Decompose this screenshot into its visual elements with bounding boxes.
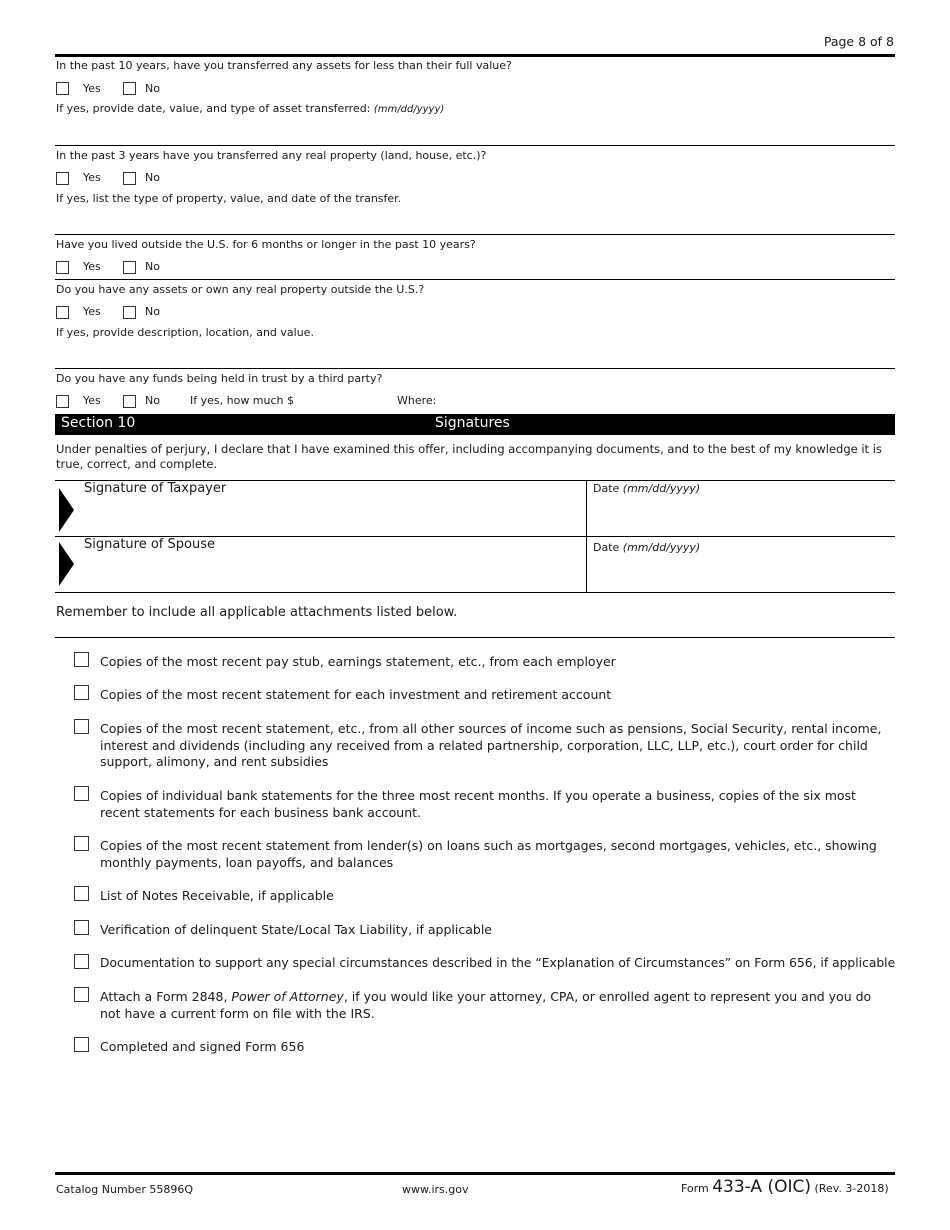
q4-answer-line[interactable] <box>55 368 895 369</box>
section-title: Signatures <box>435 415 510 431</box>
footer-rule <box>55 1172 895 1175</box>
attachment-item-loans: Copies of the most recent statement from lender(s) on loans such as mortgages, second mortgages, vehicles, etc., showing monthly payments, loan payoffs, and balances <box>100 838 877 870</box>
attachment-item-notes-receivable: List of Notes Receivable, if applicable <box>100 888 334 903</box>
q5-yes-label: Yes <box>83 394 101 407</box>
form-revision: (Rev. 3-2018) <box>814 1182 889 1195</box>
q1-yes-checkbox[interactable] <box>56 82 69 95</box>
question-real-property-transferred: In the past 3 years have you transferred any real property (land, house, etc.)? <box>56 149 487 162</box>
q1-followup <box>56 102 444 115</box>
attachment-item-other-income: Copies of the most recent statement, etc., from all other sources of income such as pensions, Social Security, rental income, interest and dividends (including any received from a related partnership, corporation, LLC, LLP, etc.), court order for child support, alimony, and rent subsidies <box>100 721 882 769</box>
q5-no-checkbox[interactable] <box>123 395 136 408</box>
perjury-declaration: Under penalties of perjury, I declare that I have examined this offer, including accompanying documents, and to the best of my knowledge it is true, correct, and complete. <box>56 442 882 471</box>
attachments-divider <box>55 637 895 638</box>
form-2848-text-after: , if you would like your attorney, CPA, or enrolled agent to represent you and you do not have a current form on file with the IRS. <box>100 989 872 1021</box>
attachment-item-bank-statements: Copies of individual bank statements for the three most recent months. If you operate a business, copies of the six most recent statements for each business bank account. <box>100 788 856 820</box>
spouse-date-format: (mm/dd/yyyy) <box>622 541 701 554</box>
q4-yes-checkbox[interactable] <box>56 306 69 319</box>
q3-divider <box>55 279 895 280</box>
q2-no-label: No <box>145 171 160 184</box>
attachment-item-pay-stub: Copies of the most recent pay stub, earnings statement, etc., from each employer <box>100 654 616 669</box>
q4-no-label: No <box>145 305 160 318</box>
spouse-date-field[interactable] <box>593 556 891 590</box>
page-number: Page 8 of 8 <box>823 34 894 49</box>
taxpayer-date-format: (mm/dd/yyyy) <box>622 482 701 495</box>
taxpayer-date-label <box>593 482 700 495</box>
spouse-date-text: Date <box>593 541 620 554</box>
q1-no-checkbox[interactable] <box>123 82 136 95</box>
attachment-checkbox-form-656[interactable] <box>74 1037 89 1052</box>
q5-where-field[interactable] <box>440 392 890 408</box>
attachment-checkbox-investment[interactable] <box>74 685 89 700</box>
form-2848-text-before: Attach a Form 2848, <box>100 989 232 1004</box>
q5-where-label: Where: <box>397 394 437 407</box>
attachment-checkbox-form-2848[interactable] <box>74 987 89 1002</box>
top-rule <box>55 54 895 57</box>
q5-yes-checkbox[interactable] <box>56 395 69 408</box>
spouse-signature-label: Signature of Spouse <box>84 537 215 552</box>
attachment-checkbox-special-circumstances[interactable] <box>74 954 89 969</box>
taxpayer-date-field[interactable] <box>593 500 891 534</box>
attachment-checkbox-loans[interactable] <box>74 836 89 851</box>
question-lived-outside-us: Have you lived outside the U.S. for 6 months or longer in the past 10 years? <box>56 238 476 251</box>
q3-yes-label: Yes <box>83 260 101 273</box>
section-number: Section 10 <box>61 415 136 431</box>
question-assets-transferred: In the past 10 years, have you transferred any assets for less than their full value? <box>56 59 512 72</box>
q1-answer-line[interactable] <box>55 145 895 146</box>
q1-followup-text: If yes, provide date, value, and type of asset transferred: <box>56 102 371 115</box>
q2-answer-line[interactable] <box>55 234 895 235</box>
attachment-item-investment: Copies of the most recent statement for each investment and retirement account <box>100 687 612 702</box>
form-identifier <box>681 1177 889 1197</box>
q1-no-label: No <box>145 82 160 95</box>
form-prefix: Form <box>681 1182 709 1195</box>
irs-website-link[interactable]: www.irs.gov <box>402 1183 469 1196</box>
sign-here-arrow-icon <box>59 488 74 532</box>
taxpayer-date-text: Date <box>593 482 620 495</box>
question-assets-outside-us: Do you have any assets or own any real property outside the U.S.? <box>56 283 425 296</box>
q4-yes-label: Yes <box>83 305 101 318</box>
q1-date-format-note: (mm/dd/yyyy) <box>373 104 445 115</box>
q2-no-checkbox[interactable] <box>123 172 136 185</box>
q4-no-checkbox[interactable] <box>123 306 136 319</box>
attachment-checkbox-other-income[interactable] <box>74 719 89 734</box>
q5-amount-field[interactable] <box>300 392 392 408</box>
q2-followup: If yes, list the type of property, value, and date of the transfer. <box>56 192 402 205</box>
attachment-item-state-tax: Verification of delinquent State/Local Tax Liability, if applicable <box>100 922 492 937</box>
q2-yes-label: Yes <box>83 171 101 184</box>
q3-yes-checkbox[interactable] <box>56 261 69 274</box>
taxpayer-signature-label: Signature of Taxpayer <box>84 481 227 496</box>
taxpayer-signature-field[interactable] <box>84 500 582 534</box>
q4-followup: If yes, provide description, location, and value. <box>56 326 314 339</box>
spouse-date-label <box>593 541 700 554</box>
q2-yes-checkbox[interactable] <box>56 172 69 185</box>
form-name: 433-A (OIC) <box>712 1177 811 1197</box>
power-of-attorney-text: Power of Attorney <box>231 989 344 1004</box>
q5-how-much-label: If yes, how much $ <box>190 394 295 407</box>
question-funds-in-trust: Do you have any funds being held in trust by a third party? <box>56 372 383 385</box>
q1-yes-label: Yes <box>83 82 101 95</box>
spouse-signature-field[interactable] <box>84 556 582 590</box>
catalog-number: Catalog Number 55896Q <box>56 1183 194 1196</box>
attachment-checkbox-bank-statements[interactable] <box>74 786 89 801</box>
section-10-header <box>55 414 895 435</box>
attachment-checkbox-pay-stub[interactable] <box>74 652 89 667</box>
attachment-checkbox-notes-receivable[interactable] <box>74 886 89 901</box>
q3-no-checkbox[interactable] <box>123 261 136 274</box>
q5-no-label: No <box>145 394 160 407</box>
attachments-reminder: Remember to include all applicable attachments listed below. <box>56 605 458 620</box>
sign-here-arrow-icon <box>59 542 74 586</box>
attachment-item-form-656: Completed and signed Form 656 <box>100 1039 305 1054</box>
attachment-checkbox-state-tax[interactable] <box>74 920 89 935</box>
attachment-item-special-circumstances: Documentation to support any special circumstances described in the “Explanation of Circumstances” on Form 656, if applicable <box>100 956 896 970</box>
attachment-item-form-2848 <box>100 989 894 1022</box>
q3-no-label: No <box>145 260 160 273</box>
